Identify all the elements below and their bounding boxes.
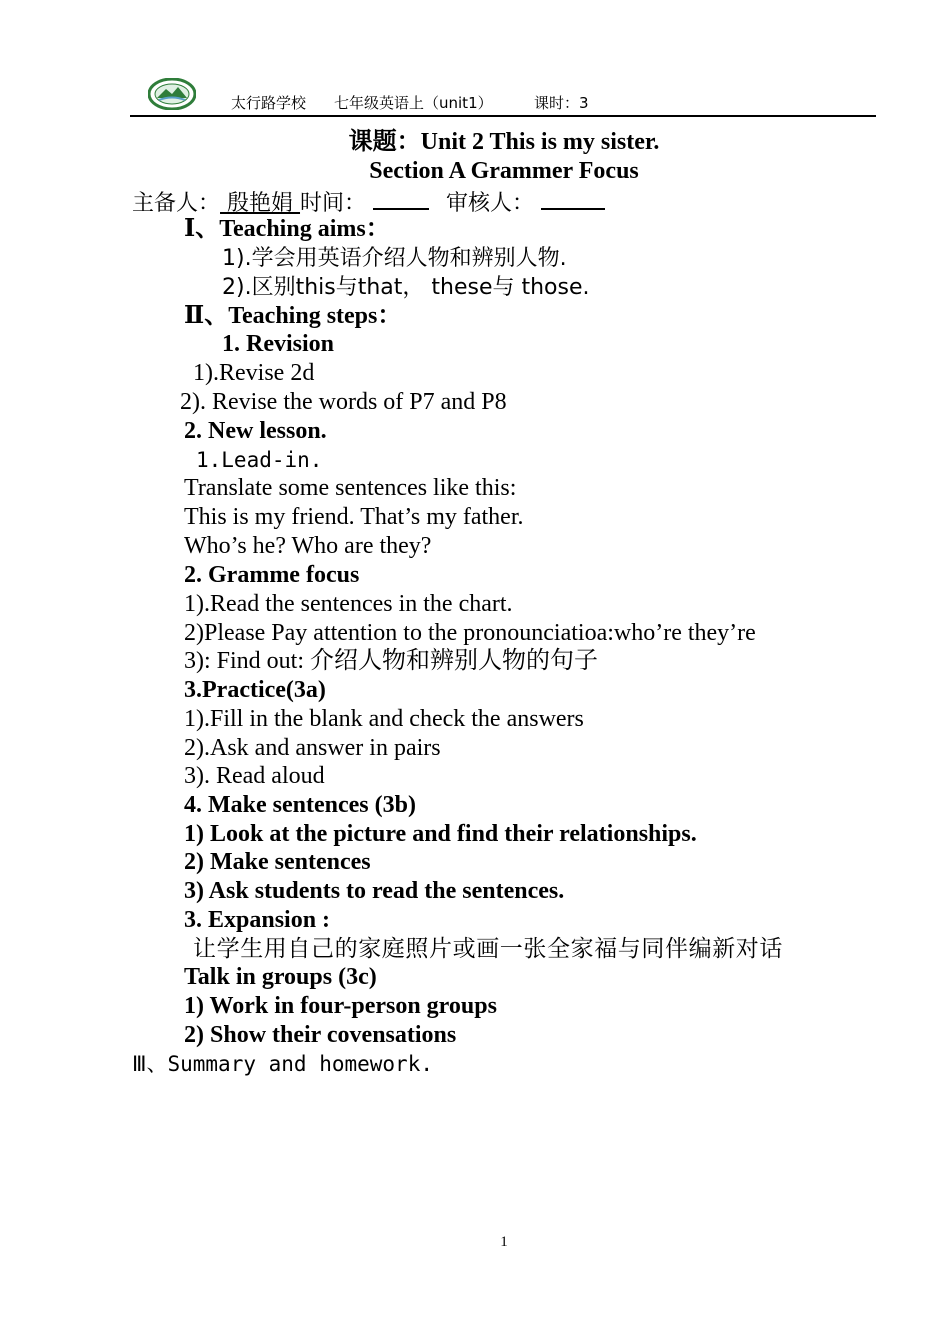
lead-in-item: Who’s he? Who are they? (184, 533, 432, 559)
info-line (132, 186, 605, 218)
revision-item: 2). Revise the words of P7 and P8 (180, 389, 507, 415)
grammar-item: 2)Please Pay attention to the pronounciatioa:who’re they’re (184, 620, 756, 646)
practice-item: 3). Read aloud (184, 763, 325, 789)
grammar-focus-heading: 2. Gramme focus (184, 562, 360, 588)
grammar-item: 3): Find out: 介绍人物和辨别人物的句子 (184, 648, 599, 674)
lead-in-item: This is my friend. That’s my father. (184, 504, 524, 530)
header-rule (130, 115, 876, 117)
reviewer-blank (541, 186, 605, 210)
header-course: 七年级英语上（unit1） (334, 94, 493, 112)
time-blank (373, 186, 429, 210)
expansion-heading: 3. Expansion : (184, 907, 331, 933)
steps-heading: Ⅱ、Teaching steps： (184, 303, 402, 329)
reviewer-label: 审核人： (446, 191, 535, 216)
make-item: 1) Look at the picture and find their relationships. (184, 821, 697, 847)
revision-heading: 1. Revision (222, 331, 335, 357)
school-logo (148, 78, 196, 110)
page-subtitle: Section A Grammer Focus (369, 158, 639, 184)
aim-item: 2).区别this与that， these与 those. (222, 275, 590, 300)
header-school: 太行路学校 (231, 94, 307, 112)
aims-heading: Ⅰ、Teaching aims： (184, 216, 390, 242)
practice-item: 1).Fill in the blank and check the answers (184, 706, 584, 732)
make-sentences-heading: 4. Make sentences (3b) (184, 792, 416, 818)
lead-in-item: Translate some sentences like this: (184, 475, 517, 501)
new-lesson-heading: 2. New lesson. (184, 418, 327, 444)
page-number: 1 (500, 1234, 508, 1250)
lead-in-heading: 1.Lead-in. (196, 448, 323, 472)
time-label: 时间： (300, 191, 367, 216)
aim-item: 1).学会用英语介绍人物和辨别人物. (222, 246, 567, 271)
talk-heading: Talk in groups (3c) (184, 964, 377, 990)
page-title: 课题：Unit 2 This is my sister. (348, 129, 660, 155)
school-logo-icon (148, 78, 196, 110)
practice-item: 2).Ask and answer in pairs (184, 735, 441, 761)
expansion-text: 让学生用自己的家庭照片或画一张全家福与同伴编新对话 (193, 936, 783, 962)
make-item: 2) Make sentences (184, 849, 371, 875)
practice-heading: 3.Practice(3a) (184, 677, 326, 703)
talk-item: 2) Show their covensations (184, 1022, 457, 1048)
make-item: 3) Ask students to read the sentences. (184, 878, 565, 904)
talk-item: 1) Work in four-person groups (184, 993, 497, 1019)
preparer-name: 殷艳娟 (220, 191, 301, 216)
header-period: 课时：3 (534, 94, 589, 112)
preparer-label: 主备人： (132, 191, 221, 216)
revision-item: 1).Revise 2d (193, 360, 315, 386)
grammar-item: 1).Read the sentences in the chart. (184, 591, 513, 617)
summary-heading: Ⅲ、Summary and homework. (132, 1052, 433, 1076)
